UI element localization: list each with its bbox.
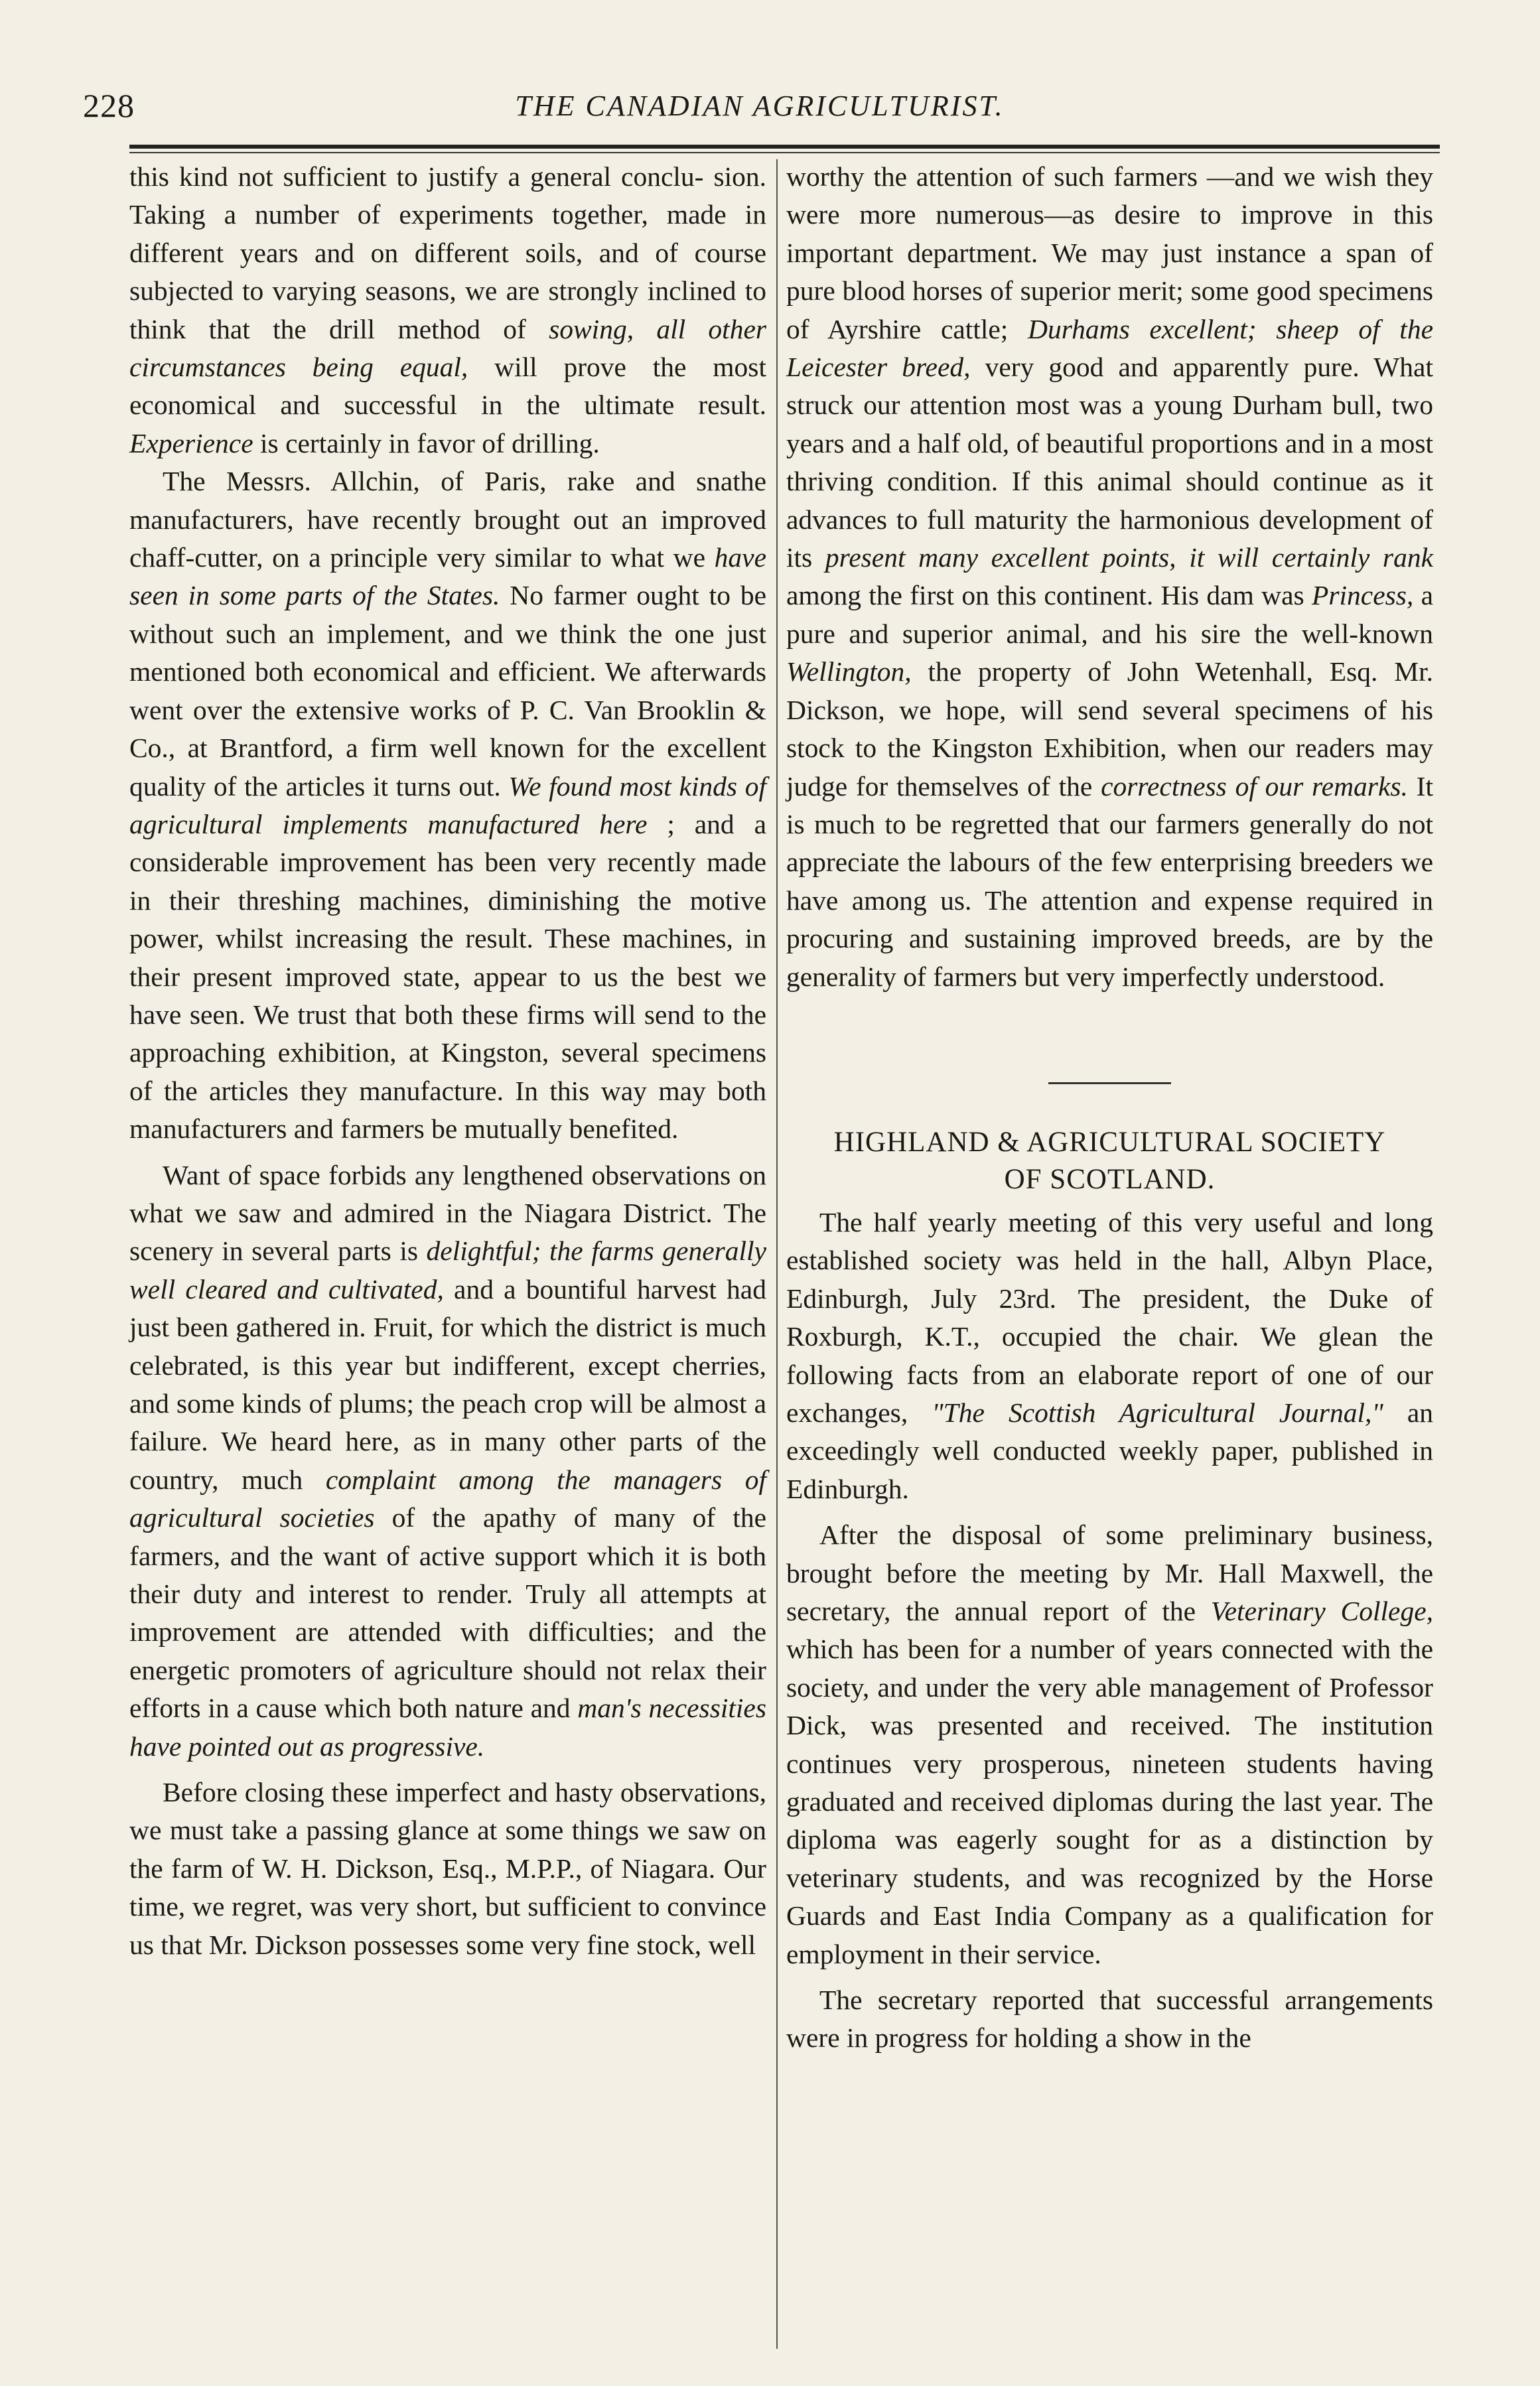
section-heading: [786, 1124, 1433, 1198]
left-p3-italic-2: complaint among the managers of agricultural societies: [129, 1464, 766, 1533]
running-title: THE CANADIAN AGRICULTURIST.: [515, 90, 1005, 122]
left-p1-line-2: sion. Taking a number of experiments together,: [129, 161, 766, 230]
left-p2-italic-2: We found most kinds of agricultural implements manufactured here: [129, 770, 766, 839]
right-p1-d: a pure and superior animal, and his sire the well-known: [786, 580, 1434, 649]
left-paragraph-1: [129, 158, 766, 462]
left-paragraph-3: [129, 1157, 766, 1766]
right-p1-a: worthy the attention of such farmers —and we wish they were more numerous—as desire to improve in this important department. We may just instance a span of pure blood horses of superior merit; some good specimens of Ayrshire cattle;: [786, 161, 1433, 344]
right-p2-b: an exceedingly well conducted weekly paper, published in Edinburgh.: [786, 1397, 1434, 1504]
right-p3-b: which has been for a number of years connected with the society, and under the very able management of Professor Dick, was presented and received. The institution continues very prosperous, nineteen students having graduated and received diplomas during the last year. The diploma was eagerly sought for as a distinction by veterinary students, and was recognized by the Horse Guards and East India Company as a qualification for employment in their service.: [786, 1634, 1433, 1969]
right-p1-italic-4: Wellington,: [786, 656, 912, 687]
left-paragraph-4: Before closing these imperfect and hasty observations, we must take a passing glance at some things we saw on the farm of W. H. Dickson, Esq., M.P.P., of Niagara. Our time, we regret, was very short, but sufficient to convince us that Mr. Dickson possesses some very fine stock, well: [129, 1777, 766, 1960]
left-p1-italic-2: Experience: [129, 427, 253, 458]
right-paragraph-4: The secretary reported that successful arrangements were in progress for holding a show in the: [786, 1985, 1433, 2054]
left-p3-italic-3: man's necessities have pointed out as progressive.: [129, 1693, 767, 1762]
left-p1-b: will prove the most economical and successful in the ultimate result.: [129, 352, 766, 421]
left-p2-c: ; and a considerable improvement has been very recently made in their threshing machines, diminishing the motive power, whilst increasing the result. These machines, in their present improved state, appear to us the best we have seen. We trust that both these firms will send to the approaching exhibition, at Kingston, several specimens of the articles they manufacture. In this way may both manufacturers and farmers be mutually benefited.: [129, 808, 766, 1145]
right-column: [786, 158, 1433, 2058]
right-p3-italic: Veterinary College,: [1210, 1596, 1433, 1626]
right-paragraph-2: [786, 1204, 1433, 1508]
page-header: [83, 81, 1436, 134]
section-break-rule: [1048, 1082, 1171, 1084]
right-p2-italic: "The Scottish Agricultural Journal,": [932, 1397, 1383, 1428]
section-heading-line-1: HIGHLAND & AGRICULTURAL SOCIETY: [833, 1126, 1386, 1158]
right-p1-f: It is much to be regretted that our farmers generally do not appreciate the labours of the few enterprising breeders we have among us. The attention and expense required in procuring and sustaining improved breeds, are by the generality of farmers but very imperfectly understood.: [786, 770, 1433, 992]
right-p1-c: among the first on this continent. His dam was: [786, 580, 1312, 611]
right-p1-italic: Durhams excellent; sheep of the Leicester breed,: [786, 313, 1434, 383]
left-column: [129, 158, 766, 1964]
right-p1-e: the property of John Wetenhall, Esq. Mr. Dickson, we hope, will send several specimens of his stock to the Kingston Exhibition, when our readers may judge for themselves of the: [786, 656, 1433, 802]
left-p2-a: The Messrs. Allchin, of Paris, rake and snathe manufacturers, have recently brought out an improved chaff-cutter, on a principle very similar to what we: [129, 466, 766, 573]
section-heading-line-2: OF SCOTLAND.: [1004, 1163, 1216, 1195]
column-divider: [776, 159, 778, 2349]
header-rule-thin: [129, 152, 1440, 153]
right-p1-italic-2: present many excellent points, it will certainly rank: [825, 542, 1433, 573]
left-p2-b: No farmer ought to be without such an implement, and we think the one just mentioned both economical and efficient. We afterwards went over the extensive works of P. C. Van Brooklin & Co., at Brantford, a firm well known for the excellent quality of the articles it turns out.: [129, 580, 766, 802]
header-rule-thick: [129, 145, 1440, 149]
left-p1-line-5: strongly inclined to think that the drill method of: [129, 275, 767, 344]
left-p1-c: is certainly in favor of drilling.: [253, 427, 600, 458]
right-p1-italic-5: correctness of our remarks.: [1101, 770, 1408, 802]
left-p1-line-4: of course subjected to varying seasons, we are: [129, 237, 766, 307]
right-p1-italic-3: Princess,: [1312, 580, 1414, 611]
right-paragraph-3: [786, 1516, 1433, 1973]
right-paragraph-1: [786, 158, 1433, 996]
left-p3-c: of the apathy of many of the farmers, and the want of active support which it is both their duty and interest to render. Truly all attempts at improvement are attended with difficulties; and the energetic promoters of agriculture should not relax their efforts in a cause which both nature and: [129, 1502, 766, 1724]
left-p1-line-3: made in different years and on different soils, and: [129, 199, 766, 268]
left-p3-a: Want of space forbids any lengthened observations on what we saw and admired in the Niagara District. The scenery in several parts is: [129, 1159, 766, 1267]
left-p1-line-1: this kind not sufficient to justify a general conclu-: [129, 161, 704, 192]
left-p3-italic: delightful; the farms generally well cleared and cultivated,: [129, 1235, 767, 1304]
right-p2-a: The half yearly meeting of this very useful and long established society was held in the hall, Albyn Place, Edinburgh, July 23rd. The president, the Duke of Roxburgh, K.T., occupied the chair. We glean the following facts from an elaborate report of one of our exchanges,: [786, 1206, 1433, 1428]
left-p3-b: and a bountiful harvest had just been gathered in. Fruit, for which the district is much celebrated, is this year but indifferent, except cherries, and some kinds of plums; the peach crop will be almost a failure. We heard here, as in many other parts of the country, much: [129, 1273, 766, 1495]
page-number: 228: [83, 87, 135, 124]
left-p1-italic: sowing, all other circumstances being equal,: [129, 313, 767, 383]
left-paragraph-2: [129, 462, 766, 1148]
right-p1-b: very good and apparently pure. What struck our attention most was a young Durham bull, two years and a half old, of beautiful proportions and in a most thriving condition. If this animal should continue as it advances to full maturity the harmonious development of its: [786, 352, 1433, 573]
left-p2-italic: have seen in some parts of the States.: [129, 542, 766, 611]
right-p3-a: After the disposal of some preliminary business, brought before the meeting by Mr. Hall Maxwell, the secretary, the annual report of the: [786, 1519, 1433, 1626]
